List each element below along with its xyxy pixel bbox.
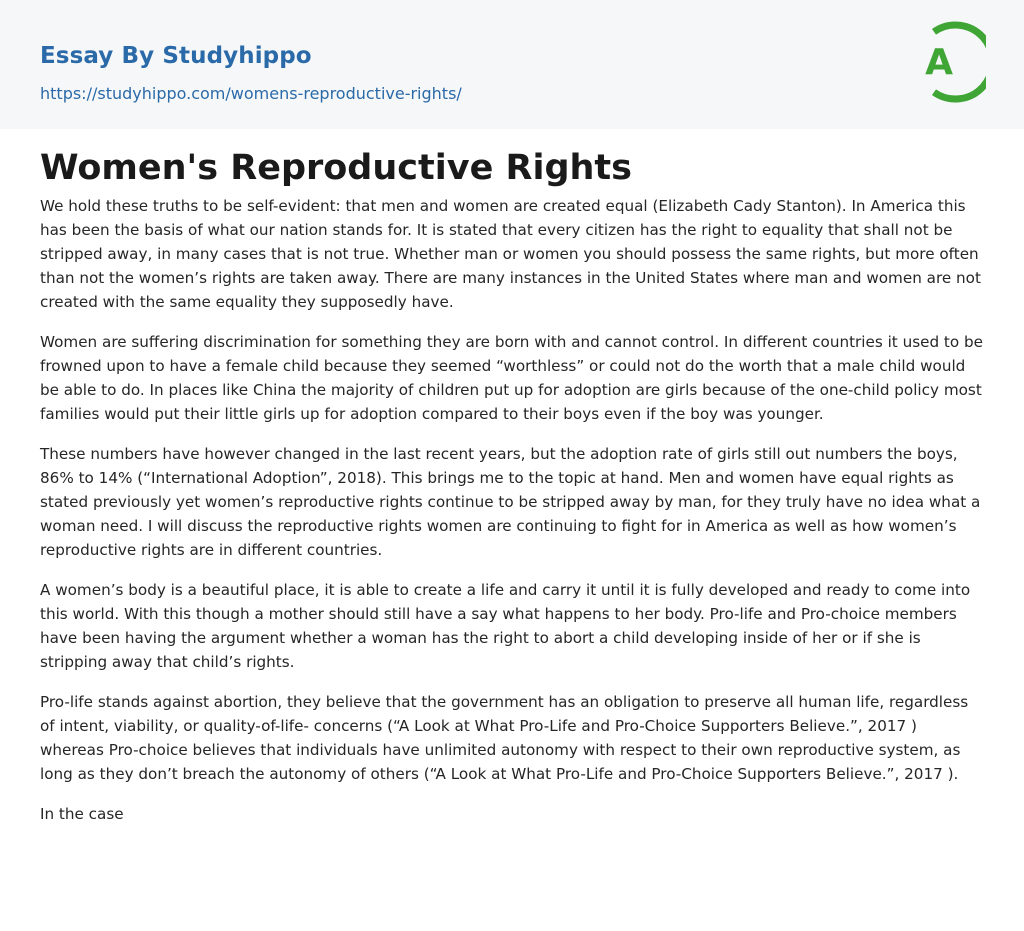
- essay-paragraph: In the case: [40, 805, 124, 823]
- essay-body: [40, 194, 984, 842]
- logo-letter: A: [925, 42, 953, 83]
- page-title: Women's Reproductive Rights: [40, 148, 632, 188]
- essay-paragraph: A women’s body is a beautiful place, it is able to create a life and carry it until it is fully developed and ready to come into this world. With this though a mother should still have a say what happens to her body. Pro-life and Pro-choice members have been having the argument whether a woman has the right to abort a child developing inside of her or if she is stripping away that child’s rights.: [40, 581, 971, 671]
- essay-paragraph: We hold these truths to be self-evident: that men and women are created equal (Elizabeth Cady Stanton). In America this has been the basis of what our nation stands for. It is stated that every citizen has the right to equality that shall not be stripped away, in many cases that is not true. Whether man or women you should possess the same rights, but more often than not the women’s rights are taken away. There are many instances in the United States where man and women are not created with the same equality they supposedly have.: [40, 197, 981, 311]
- essay-paragraph: Women are suffering discrimination for something they are born with and cannot control. In different countries it used to be frowned upon to have a female child because they seemed “worthless” or could not do the worth that a male child would be able to do. In places like China the majority of children put up for adoption are girls because of the one-child policy most families would put their little girls up for adoption compared to their boys even if the boy was younger.: [40, 333, 983, 423]
- essay-paragraph: Pro-life stands against abortion, they believe that the government has an obligation to preserve all human life, regardless of intent, viability, or quality-of-life- concerns (“A Look at What Pro-Life and Pro-Choice Supporters Believe.”, 2017 ) whereas Pro-choice believes that individuals have unlimited autonomy with respect to their own reproductive system, as long as they don’t breach the autonomy of others (“A Look at What Pro-Life and Pro-Choice Supporters Believe.”, 2017 ).: [40, 693, 969, 783]
- studyhippo-logo-icon[interactable]: [912, 19, 986, 105]
- brand-title: Essay By Studyhippo: [40, 43, 312, 69]
- essay-paragraph: These numbers have however changed in the last recent years, but the adoption rate of girls still out numbers the boys, 86% to 14% (“International Adoption”, 2018). This brings me to the topic at hand. Men and women have equal rights as stated previously yet women’s reproductive rights continue to be stripped away by man, for they truly have no idea what a woman need. I will discuss the reproductive rights women are continuing to fight for in America as well as how women’s reproductive rights are in different countries.: [40, 445, 981, 559]
- site-header: [0, 0, 1024, 129]
- essay-url-link[interactable]: https://studyhippo.com/womens-reproductive-rights/: [40, 84, 462, 103]
